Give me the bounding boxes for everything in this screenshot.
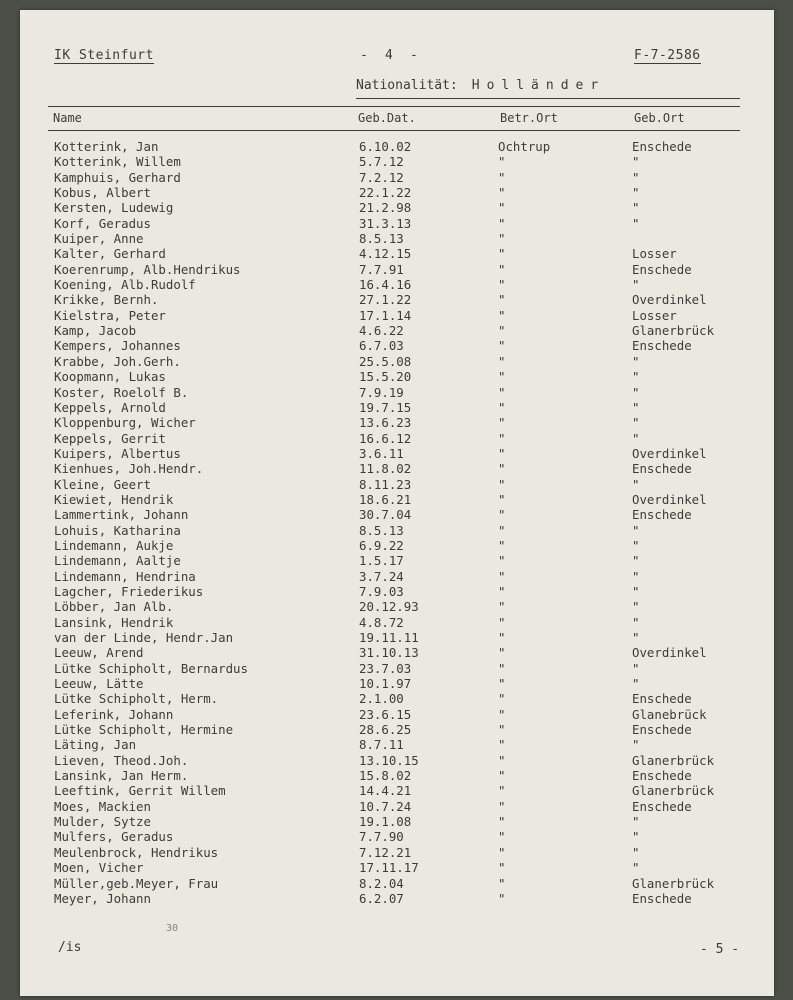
table-row — [20, 385, 774, 400]
cell-name: Kuipers, Albertus — [54, 445, 181, 461]
cell-geb-ort: " — [632, 660, 640, 676]
cell-betr-ort: " — [498, 246, 506, 262]
cell-geb-dat: 16.6.12 — [359, 430, 412, 446]
cell-name: Kloppenburg, Wicher — [54, 415, 196, 431]
table-row — [20, 446, 774, 461]
cell-geb-ort: Enschede — [632, 768, 692, 784]
table-row — [20, 308, 774, 323]
cell-geb-dat: 8.11.23 — [359, 476, 412, 492]
cell-geb-ort: Enschede — [632, 798, 692, 814]
cell-name: Mulder, Sytze — [54, 814, 151, 830]
cell-betr-ort: " — [498, 783, 506, 799]
cell-geb-dat: 4.6.22 — [359, 323, 404, 339]
cell-name: Leferink, Johann — [54, 706, 174, 722]
cell-betr-ort: " — [498, 399, 506, 415]
cell-geb-dat: 15.5.20 — [359, 369, 412, 385]
table-row — [20, 814, 774, 829]
cell-geb-ort: " — [632, 599, 640, 615]
cell-name: Koening, Alb.Rudolf — [54, 277, 196, 293]
next-page-number: - 5 - — [700, 942, 740, 957]
cell-geb-dat: 11.8.02 — [359, 461, 412, 477]
cell-geb-ort: " — [632, 630, 640, 645]
cell-name: van der Linde, Hendr.Jan — [54, 630, 234, 645]
cell-geb-ort: " — [632, 399, 640, 415]
cell-geb-dat: 20.12.93 — [359, 599, 419, 615]
cell-betr-ort: " — [498, 491, 506, 507]
cell-betr-ort: " — [498, 261, 506, 277]
table-row — [20, 200, 774, 215]
cell-geb-ort: Enschede — [632, 139, 692, 154]
cell-geb-dat: 17.11.17 — [359, 860, 419, 876]
cell-geb-dat: 22.1.22 — [359, 185, 412, 201]
cell-geb-dat: 19.7.15 — [359, 399, 412, 415]
cell-name: Lammertink, Johann — [54, 507, 189, 523]
col-header-geb-ort: Geb.Ort — [634, 111, 685, 125]
table-row — [20, 737, 774, 752]
table-row — [20, 262, 774, 277]
cell-geb-ort: Enschede — [632, 338, 692, 354]
cell-betr-ort: " — [498, 292, 506, 308]
reference-number: F-7-2586 — [634, 48, 701, 63]
cell-name: Keppels, Arnold — [54, 399, 166, 415]
cell-geb-ort: " — [632, 200, 640, 216]
cell-geb-dat: 7.12.21 — [359, 844, 412, 860]
cell-name: Moes, Mackien — [54, 798, 151, 814]
cell-name: Kuiper, Anne — [54, 231, 144, 247]
table-row — [20, 569, 774, 584]
cell-name: Kielstra, Peter — [54, 307, 166, 323]
table-row — [20, 599, 774, 614]
cell-betr-ort: " — [498, 660, 506, 676]
cell-geb-dat: 7.7.90 — [359, 829, 404, 845]
cell-betr-ort: " — [498, 630, 506, 645]
cell-geb-ort: Enschede — [632, 507, 692, 523]
cell-geb-ort: " — [632, 476, 640, 492]
cell-geb-ort: " — [632, 844, 640, 860]
cell-geb-ort: Enschede — [632, 890, 692, 906]
cell-betr-ort: " — [498, 814, 506, 830]
cell-name: Lieven, Theod.Joh. — [54, 752, 189, 768]
cell-betr-ort: " — [498, 353, 506, 369]
nationality-value: Holländer — [471, 78, 606, 93]
cell-name: Leeuw, Arend — [54, 645, 144, 661]
cell-name: Lindemann, Aukje — [54, 537, 174, 553]
cell-betr-ort: " — [498, 860, 506, 876]
cell-geb-ort: " — [632, 568, 640, 584]
table-row — [20, 615, 774, 630]
cell-name: Kamp, Jacob — [54, 323, 137, 339]
cell-geb-dat: 8.7.11 — [359, 737, 404, 753]
table-row — [20, 553, 774, 568]
typist-initials: /is — [58, 940, 82, 955]
cell-name: Lansink, Hendrik — [54, 614, 174, 630]
cell-betr-ort: " — [498, 676, 506, 692]
cell-betr-ort: " — [498, 445, 506, 461]
table-row — [20, 139, 774, 154]
cell-geb-ort: Glanerbrück — [632, 752, 715, 768]
cell-betr-ort: " — [498, 844, 506, 860]
cell-betr-ort: " — [498, 875, 506, 891]
cell-name: Lütke Schipholt, Hermine — [54, 722, 234, 738]
cell-geb-ort: " — [632, 353, 640, 369]
table-row — [20, 277, 774, 292]
table-row — [20, 783, 774, 798]
cell-name: Leeftink, Gerrit Willem — [54, 783, 226, 799]
page-number: - 4 - — [360, 48, 419, 63]
cell-geb-dat: 6.2.07 — [359, 890, 404, 906]
cell-betr-ort: " — [498, 829, 506, 845]
cell-name: Kobus, Albert — [54, 185, 151, 201]
cell-betr-ort: " — [498, 568, 506, 584]
cell-betr-ort: " — [498, 768, 506, 784]
table-row — [20, 876, 774, 891]
cell-betr-ort: " — [498, 169, 506, 185]
rule-top — [356, 98, 740, 99]
table-row — [20, 369, 774, 384]
cell-geb-ort: " — [632, 154, 640, 170]
cell-geb-ort: " — [632, 614, 640, 630]
nationality-line — [356, 78, 605, 93]
cell-geb-dat: 5.7.12 — [359, 154, 404, 170]
cell-geb-ort: " — [632, 185, 640, 201]
cell-geb-ort: " — [632, 369, 640, 385]
cell-betr-ort: " — [498, 706, 506, 722]
cell-name: Keppels, Gerrit — [54, 430, 166, 446]
cell-geb-ort: " — [632, 553, 640, 569]
table-row — [20, 231, 774, 246]
table-row — [20, 538, 774, 553]
table-row — [20, 185, 774, 200]
table-row — [20, 216, 774, 231]
table-row — [20, 661, 774, 676]
document-page — [20, 10, 774, 996]
table-row — [20, 799, 774, 814]
cell-betr-ort: " — [498, 599, 506, 615]
cell-betr-ort: " — [498, 537, 506, 553]
cell-betr-ort: " — [498, 522, 506, 538]
cell-name: Kotterink, Willem — [54, 154, 181, 170]
table-row — [20, 246, 774, 261]
table-row — [20, 415, 774, 430]
cell-name: Koster, Roelolf B. — [54, 384, 189, 400]
cell-betr-ort: " — [498, 583, 506, 599]
table-row — [20, 768, 774, 783]
cell-geb-ort: " — [632, 169, 640, 185]
cell-geb-dat: 6.10.02 — [359, 139, 412, 154]
cell-name: Lindemann, Hendrina — [54, 568, 196, 584]
col-header-betr-ort: Betr.Ort — [500, 111, 558, 125]
cell-betr-ort: " — [498, 307, 506, 323]
cell-geb-dat: 13.6.23 — [359, 415, 412, 431]
cell-betr-ort: " — [498, 507, 506, 523]
office-header: IK Steinfurt — [54, 48, 154, 63]
cell-geb-ort: Overdinkel — [632, 645, 707, 661]
cell-geb-dat: 23.7.03 — [359, 660, 412, 676]
cell-name: Koopmann, Lukas — [54, 369, 166, 385]
cell-geb-dat: 3.7.24 — [359, 568, 404, 584]
cell-betr-ort: " — [498, 323, 506, 339]
cell-geb-ort: " — [632, 522, 640, 538]
cell-betr-ort: " — [498, 277, 506, 293]
cell-name: Kersten, Ludewig — [54, 200, 174, 216]
table-row — [20, 829, 774, 844]
cell-name: Läting, Jan — [54, 737, 137, 753]
cell-geb-dat: 8.2.04 — [359, 875, 404, 891]
table-row — [20, 507, 774, 522]
cell-geb-dat: 31.3.13 — [359, 215, 412, 231]
cell-geb-dat: 4.8.72 — [359, 614, 404, 630]
cell-geb-ort: " — [632, 829, 640, 845]
table-row — [20, 323, 774, 338]
cell-name: Mulfers, Geradus — [54, 829, 174, 845]
cell-geb-ort: Glanerbrück — [632, 783, 715, 799]
cell-betr-ort: " — [498, 691, 506, 707]
cell-betr-ort: Ochtrup — [498, 139, 551, 154]
cell-betr-ort: " — [498, 722, 506, 738]
cell-geb-dat: 6.7.03 — [359, 338, 404, 354]
table-row — [20, 431, 774, 446]
cell-geb-dat: 21.2.98 — [359, 200, 412, 216]
cell-geb-ort: " — [632, 215, 640, 231]
cell-geb-ort: " — [632, 384, 640, 400]
cell-name: Lütke Schipholt, Herm. — [54, 691, 219, 707]
table-row — [20, 584, 774, 599]
cell-geb-dat: 23.6.15 — [359, 706, 412, 722]
cell-geb-dat: 19.11.11 — [359, 630, 419, 645]
cell-betr-ort: " — [498, 461, 506, 477]
cell-betr-ort: " — [498, 384, 506, 400]
table-row — [20, 630, 774, 645]
cell-geb-ort: " — [632, 814, 640, 830]
cell-geb-ort: " — [632, 676, 640, 692]
cell-name: Kienhues, Joh.Hendr. — [54, 461, 204, 477]
cell-geb-dat: 6.9.22 — [359, 537, 404, 553]
rule-header-top — [48, 106, 740, 107]
cell-geb-ort: Losser — [632, 307, 677, 323]
cell-geb-ort: Losser — [632, 246, 677, 262]
table-row — [20, 860, 774, 875]
cell-geb-ort: Overdinkel — [632, 445, 707, 461]
table-row — [20, 753, 774, 768]
nationality-label: Nationalität: — [356, 78, 458, 93]
table-row — [20, 338, 774, 353]
cell-name: Kempers, Johannes — [54, 338, 181, 354]
cell-name: Krikke, Bernh. — [54, 292, 159, 308]
cell-name: Lindemann, Aaltje — [54, 553, 181, 569]
table-row — [20, 170, 774, 185]
cell-geb-dat: 14.4.21 — [359, 783, 412, 799]
cell-betr-ort: " — [498, 752, 506, 768]
table-row — [20, 676, 774, 691]
table-row — [20, 845, 774, 860]
cell-geb-ort: " — [632, 860, 640, 876]
table-row — [20, 645, 774, 660]
cell-name: Lagcher, Friederikus — [54, 583, 204, 599]
table-row — [20, 292, 774, 307]
cell-name: Lütke Schipholt, Bernardus — [54, 660, 248, 676]
cell-geb-dat: 4.12.15 — [359, 246, 412, 262]
cell-geb-ort: " — [632, 430, 640, 446]
cell-betr-ort: " — [498, 430, 506, 446]
cell-geb-dat: 27.1.22 — [359, 292, 412, 308]
cell-betr-ort: " — [498, 154, 506, 170]
cell-betr-ort: " — [498, 737, 506, 753]
cell-betr-ort: " — [498, 890, 506, 906]
col-header-geb-dat: Geb.Dat. — [358, 111, 416, 125]
cell-geb-dat: 15.8.02 — [359, 768, 412, 784]
table-row — [20, 400, 774, 415]
cell-geb-ort: Glanebrück — [632, 706, 707, 722]
cell-geb-dat: 1.5.17 — [359, 553, 404, 569]
cell-geb-ort: Enschede — [632, 261, 692, 277]
cell-geb-dat: 18.6.21 — [359, 491, 412, 507]
cell-betr-ort: " — [498, 553, 506, 569]
cell-betr-ort: " — [498, 200, 506, 216]
cell-betr-ort: " — [498, 369, 506, 385]
cell-name: Krabbe, Joh.Gerh. — [54, 353, 181, 369]
cell-geb-ort: Enschede — [632, 461, 692, 477]
cell-geb-ort: Enschede — [632, 691, 692, 707]
cell-betr-ort: " — [498, 614, 506, 630]
col-header-name: Name — [53, 111, 82, 125]
cell-geb-ort: " — [632, 737, 640, 753]
cell-name: Müller,geb.Meyer, Frau — [54, 875, 219, 891]
cell-geb-dat: 10.1.97 — [359, 676, 412, 692]
cell-geb-ort: Glanerbrück — [632, 875, 715, 891]
cell-geb-dat: 28.6.25 — [359, 722, 412, 738]
table-row — [20, 492, 774, 507]
cell-geb-dat: 3.6.11 — [359, 445, 404, 461]
cell-geb-dat: 7.7.91 — [359, 261, 404, 277]
cell-geb-dat: 25.5.08 — [359, 353, 412, 369]
table-row — [20, 691, 774, 706]
cell-name: Lansink, Jan Herm. — [54, 768, 189, 784]
cell-geb-dat: 8.5.13 — [359, 522, 404, 538]
cell-geb-dat: 17.1.14 — [359, 307, 412, 323]
cell-name: Korf, Geradus — [54, 215, 151, 231]
cell-geb-dat: 19.1.08 — [359, 814, 412, 830]
cell-name: Meulenbrock, Hendrikus — [54, 844, 219, 860]
cell-betr-ort: " — [498, 185, 506, 201]
cell-name: Kotterink, Jan — [54, 139, 159, 154]
cell-geb-dat: 30.7.04 — [359, 507, 412, 523]
cell-name: Moen, Vicher — [54, 860, 144, 876]
cell-geb-dat: 10.7.24 — [359, 798, 412, 814]
person-list — [20, 139, 774, 906]
cell-betr-ort: " — [498, 645, 506, 661]
table-row — [20, 154, 774, 169]
table-row — [20, 891, 774, 906]
cell-name: Kamphuis, Gerhard — [54, 169, 181, 185]
cell-betr-ort: " — [498, 338, 506, 354]
table-row — [20, 707, 774, 722]
cell-geb-ort: " — [632, 277, 640, 293]
cell-geb-ort: " — [632, 537, 640, 553]
cell-geb-ort: Glanerbrück — [632, 323, 715, 339]
cell-name: Leeuw, Lätte — [54, 676, 144, 692]
cell-geb-dat: 13.10.15 — [359, 752, 419, 768]
cell-geb-dat: 16.4.16 — [359, 277, 412, 293]
table-row — [20, 523, 774, 538]
cell-geb-ort: Enschede — [632, 722, 692, 738]
cell-geb-dat: 31.10.13 — [359, 645, 419, 661]
cell-name: Kalter, Gerhard — [54, 246, 166, 262]
cell-geb-dat: 7.9.03 — [359, 583, 404, 599]
table-row — [20, 461, 774, 476]
cell-name: Kleine, Geert — [54, 476, 151, 492]
cell-geb-ort: Overdinkel — [632, 491, 707, 507]
cell-geb-dat: 8.5.13 — [359, 231, 404, 247]
footer-mark: 30 — [166, 923, 179, 934]
cell-geb-dat: 7.9.19 — [359, 384, 404, 400]
cell-betr-ort: " — [498, 231, 506, 247]
table-row — [20, 722, 774, 737]
table-row — [20, 477, 774, 492]
rule-header-bottom — [48, 130, 740, 131]
cell-name: Löbber, Jan Alb. — [54, 599, 174, 615]
cell-name: Kiewiet, Hendrik — [54, 491, 174, 507]
cell-betr-ort: " — [498, 415, 506, 431]
cell-betr-ort: " — [498, 476, 506, 492]
cell-geb-ort: Overdinkel — [632, 292, 707, 308]
cell-name: Koerenrump, Alb.Hendrikus — [54, 261, 241, 277]
cell-geb-dat: 7.2.12 — [359, 169, 404, 185]
cell-geb-dat: 2.1.00 — [359, 691, 404, 707]
table-row — [20, 354, 774, 369]
cell-betr-ort: " — [498, 798, 506, 814]
cell-betr-ort: " — [498, 215, 506, 231]
cell-geb-ort: " — [632, 583, 640, 599]
cell-name: Meyer, Johann — [54, 890, 151, 906]
cell-name: Lohuis, Katharina — [54, 522, 181, 538]
cell-geb-ort: " — [632, 415, 640, 431]
